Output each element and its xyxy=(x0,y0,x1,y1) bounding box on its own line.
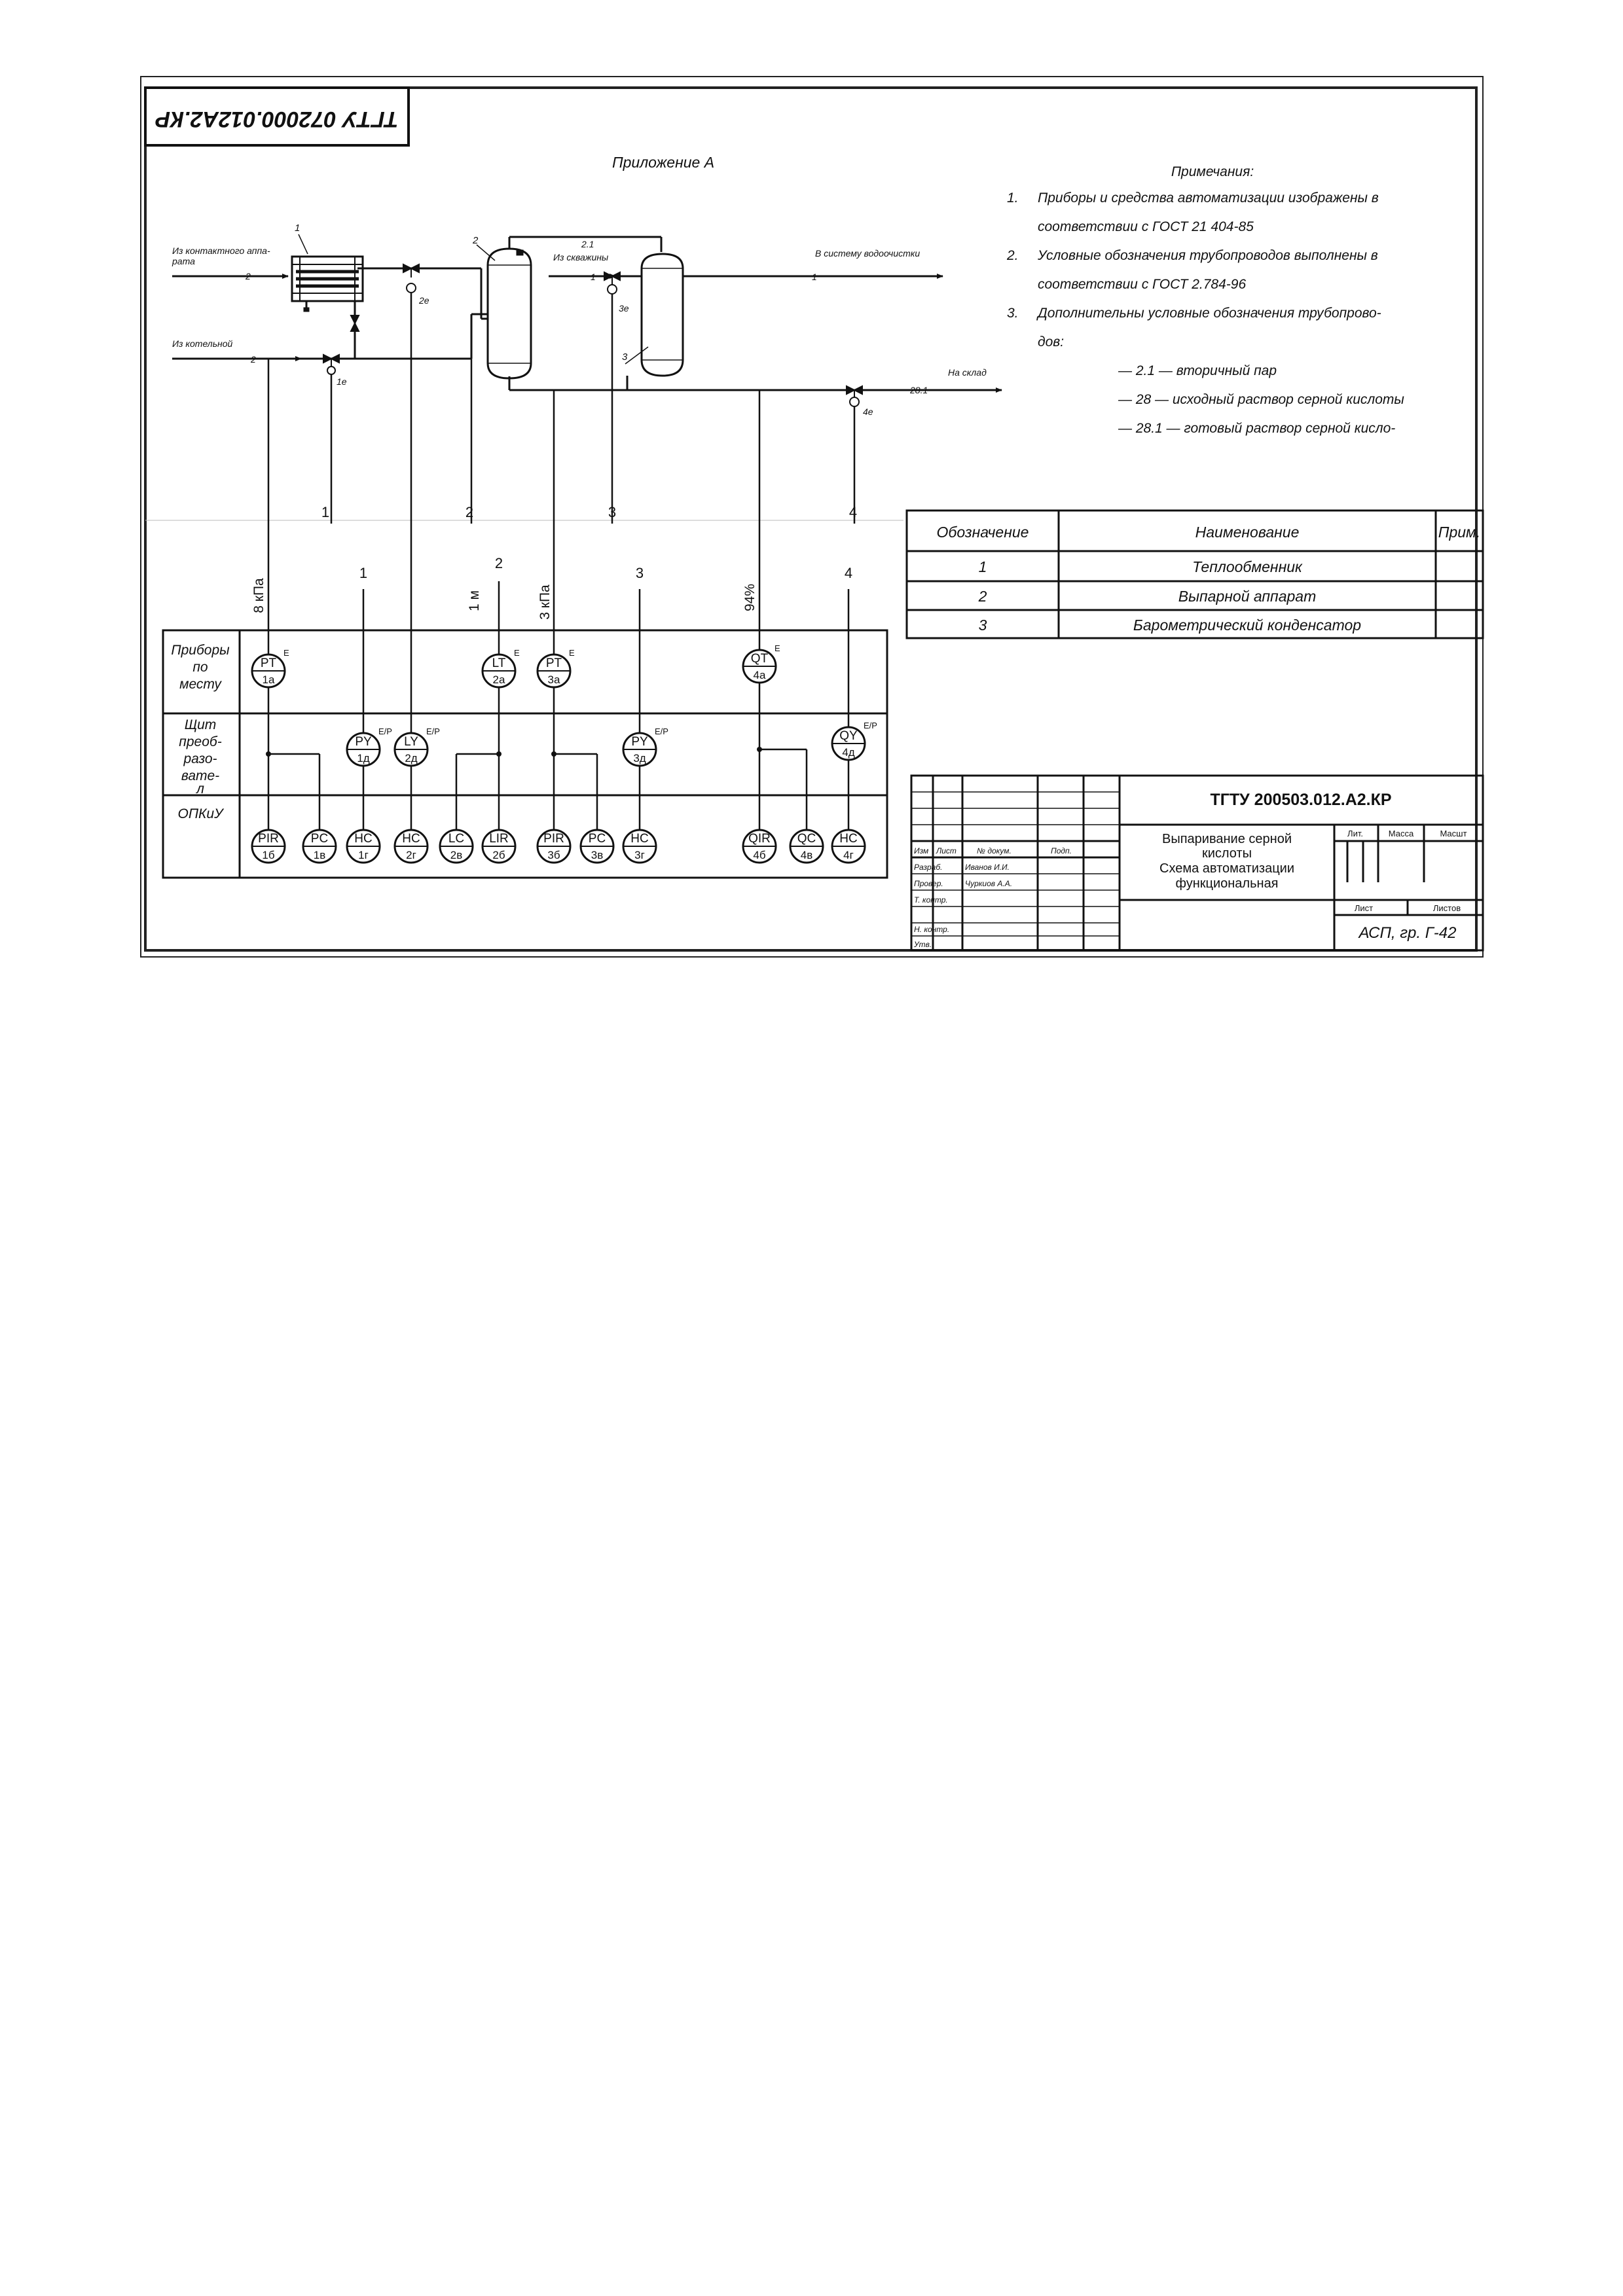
instrument-number: 4а xyxy=(753,669,766,681)
barometric-condenser xyxy=(622,254,683,376)
instrument-signal: E/P xyxy=(655,726,668,736)
row-panel-1: Щит xyxy=(184,717,217,732)
instrument-tag: PY xyxy=(355,735,372,749)
instrument-number: 4д xyxy=(842,746,855,759)
instrument-signal: E/P xyxy=(378,726,392,736)
instrument-lir-13 xyxy=(483,830,515,863)
setpoint-pressure-1: 8 кПа xyxy=(251,578,266,613)
instrument-py-4 xyxy=(347,726,392,766)
spec-header-name: Наименование xyxy=(1195,524,1300,541)
note-2-line-2: соответствии с ГОСТ 2.784-96 xyxy=(1038,277,1247,292)
process-labels xyxy=(172,239,987,395)
instrument-tag: QT xyxy=(750,652,769,666)
title-doc-code: ТГТУ 200503.012.А2.КР xyxy=(1210,791,1392,809)
title-line-2: кислоты xyxy=(1201,846,1252,861)
instrument-number: 3б xyxy=(547,849,560,861)
instrument-number: 1а xyxy=(262,673,275,686)
instrument-number: 2б xyxy=(492,849,505,861)
channel-3: 3 xyxy=(608,504,617,520)
instrument-tag: QIR xyxy=(748,832,771,846)
loop-4: 4 xyxy=(844,565,853,581)
instrument-qc-18 xyxy=(790,830,823,863)
instrument-number: 1в xyxy=(313,849,326,861)
appendix-title: Приложение А xyxy=(611,154,715,171)
line-2-bottom: 2 xyxy=(251,354,256,365)
instrument-pc-15 xyxy=(581,830,613,863)
instrument-qt-3 xyxy=(743,643,780,683)
equip-1-label: 1 xyxy=(295,223,301,234)
channel-numbers xyxy=(321,504,857,520)
title-sheet: Лист xyxy=(1354,903,1374,913)
inlet-wells: Из скважины xyxy=(553,252,609,262)
instrument-hc-19 xyxy=(832,830,865,863)
title-scale: Масшт xyxy=(1440,829,1467,838)
instrument-number: 2г xyxy=(406,849,416,861)
instrument-pir-8 xyxy=(252,830,285,863)
instrument-number: 3д xyxy=(633,752,646,764)
line-2-top: 2 xyxy=(246,271,251,281)
inlet-contact-line-2: рата xyxy=(172,256,195,266)
line-281-label: 28.1 xyxy=(910,385,928,395)
channel-1: 1 xyxy=(321,504,330,520)
instrument-tag: PIR xyxy=(258,832,279,846)
instrument-pir-14 xyxy=(538,830,570,863)
spec-row-2-name: Выпарной аппарат xyxy=(1178,588,1317,605)
line-1-water: 1 xyxy=(812,272,817,282)
valve-1e-label: 1е xyxy=(337,376,347,387)
instrument-tag: LIR xyxy=(489,832,509,846)
instrument-tag: LC xyxy=(448,832,465,846)
instrument-tag: HC xyxy=(630,832,649,846)
pipe-legend-3: — 28.1 — готовый раствор серной кисло- xyxy=(1118,421,1396,436)
stamp-code-box xyxy=(145,88,409,145)
instrument-number: 3г xyxy=(634,849,645,861)
valve-2e-label: 2е xyxy=(419,295,429,306)
instrument-number: 4г xyxy=(843,849,854,861)
spec-row-1-name: Теплообменник xyxy=(1192,558,1302,575)
outlet-storage: На склад xyxy=(948,367,987,378)
loop-1: 1 xyxy=(359,565,368,581)
stamp-code: ТГТУ 072000.012А2.КР xyxy=(155,107,399,132)
instrument-hc-16 xyxy=(623,830,656,863)
role-norm-control: Н. контр. xyxy=(914,925,950,934)
control-valves xyxy=(323,264,873,417)
row-local-3: месту xyxy=(179,677,221,692)
valve-3e xyxy=(604,272,629,314)
instrument-tag: PC xyxy=(310,832,329,846)
instrument-pt-0 xyxy=(252,648,289,687)
instrument-hc-10 xyxy=(347,830,380,863)
instrument-number: 1д xyxy=(357,752,370,764)
notes-heading: Примечания: xyxy=(1171,164,1254,179)
instrument-signal: E xyxy=(514,648,520,658)
instrument-tag: PT xyxy=(545,656,562,670)
note-3-line-1: Дополнительны условные обозначения трубопрово- xyxy=(1038,306,1381,321)
instrument-tag: HC xyxy=(354,832,373,846)
inlet-contact-line-1: Из контактного аппа- xyxy=(172,245,270,256)
instrument-number: 4б xyxy=(753,849,766,861)
instrument-lt-1 xyxy=(483,648,520,687)
instrument-bubbles xyxy=(252,643,877,863)
title-line-4: функциональная xyxy=(1175,876,1279,891)
spec-table xyxy=(907,511,1483,638)
valve-3e-label: 3е xyxy=(619,303,629,314)
instrument-signal: E xyxy=(775,643,780,653)
equip-2-label: 2 xyxy=(473,235,479,246)
spec-row-3-code: 3 xyxy=(978,617,987,634)
valve-2e xyxy=(403,264,429,306)
instrument-number: 2а xyxy=(492,673,505,686)
note-3-line-2: дов: xyxy=(1038,334,1065,350)
instrument-tag: HC xyxy=(839,832,858,846)
instrument-tag: HC xyxy=(402,832,420,846)
title-lit: Лит. xyxy=(1347,829,1363,838)
spec-header-designation: Обозначение xyxy=(936,524,1029,541)
instrument-lc-12 xyxy=(440,830,473,863)
setpoints xyxy=(251,578,757,620)
note-2-line-1: Условные обозначения трубопроводов выполнены в xyxy=(1038,248,1378,263)
instrument-number: 2в xyxy=(450,849,463,861)
col-head-doc: № докум. xyxy=(977,846,1012,855)
row-local-1: Приборы xyxy=(171,643,230,658)
spec-header-note: Прим. xyxy=(1438,524,1481,541)
instrument-signal: E xyxy=(283,648,289,658)
pipe-legend-1: — 2.1 — вторичный пар xyxy=(1118,363,1277,378)
instrument-number: 3а xyxy=(547,673,560,686)
role-checker: Провер. xyxy=(914,879,943,888)
pipe-legend-2: — 28 — исходный раствор серной кислоты xyxy=(1118,392,1404,407)
note-3-num: 3. xyxy=(1007,306,1019,321)
channel-4: 4 xyxy=(848,504,858,520)
signal-dots xyxy=(266,747,762,757)
instrument-qir-17 xyxy=(743,830,776,863)
instrument-number: 1б xyxy=(262,849,275,861)
instrument-ly-5 xyxy=(395,726,440,766)
equip-3-label: 3 xyxy=(622,351,628,363)
name-checker: Чуркиов А.А. xyxy=(965,879,1013,888)
row-panel-5: л xyxy=(196,781,204,797)
spec-row-3-name: Барометрический конденсатор xyxy=(1133,617,1362,634)
title-mass: Масса xyxy=(1388,829,1414,838)
instrument-tag: PC xyxy=(588,832,606,846)
instrument-hc-11 xyxy=(395,830,428,863)
note-1-line-2: соответствии с ГОСТ 21 404-85 xyxy=(1038,219,1254,234)
instrument-signal: E/P xyxy=(864,721,877,730)
title-line-1: Выпаривание серной xyxy=(1162,832,1292,846)
title-line-3: Схема автоматизации xyxy=(1159,861,1294,876)
instrument-signal: E xyxy=(569,648,575,658)
line-1-wells: 1 xyxy=(591,272,596,282)
instrument-number: 4в xyxy=(800,849,813,861)
outlet-water: В систему водоочистки xyxy=(815,248,921,259)
instrument-py-6 xyxy=(623,726,668,766)
channel-2: 2 xyxy=(465,504,474,520)
heat-exchanger xyxy=(292,223,363,312)
spec-row-1-code: 1 xyxy=(978,558,987,575)
title-sheets: Листов xyxy=(1432,903,1461,913)
valve-4e-label: 4е xyxy=(863,406,873,417)
row-panel-4: вате- xyxy=(181,768,220,783)
name-developer: Иванов И.И. xyxy=(965,863,1010,872)
row-control-1: ОПКиУ xyxy=(177,806,223,821)
role-tech-control: Т. контр. xyxy=(914,895,948,905)
instrument-pc-9 xyxy=(303,830,336,863)
title-block xyxy=(911,776,1483,950)
instrument-qy-7 xyxy=(832,721,877,760)
instrument-tag: PT xyxy=(260,656,277,670)
instrument-tag: QY xyxy=(839,729,858,743)
note-1-num: 1. xyxy=(1007,190,1019,206)
col-head-change: Изм xyxy=(914,846,929,855)
instrument-tag: QC xyxy=(797,832,816,846)
role-developer: Разраб. xyxy=(914,863,943,872)
spec-row-2-code: 2 xyxy=(978,588,987,605)
instrument-number: 1г xyxy=(358,849,369,861)
role-approve: Утв. xyxy=(914,940,932,949)
note-1-line-1: Приборы и средства автоматизации изображены в xyxy=(1038,190,1379,206)
setpoint-level: 1 м xyxy=(467,590,482,611)
title-org: АСП, гр. Г-42 xyxy=(1359,924,1457,942)
col-head-sign: Подп. xyxy=(1051,846,1072,855)
loop-3: 3 xyxy=(635,565,644,581)
instrument-signal: E/P xyxy=(426,726,440,736)
notes xyxy=(1006,164,1404,436)
instrument-pt-2 xyxy=(538,648,575,687)
instrument-number: 2д xyxy=(405,752,418,764)
line-21-label: 2.1 xyxy=(581,239,594,249)
instrument-number: 3в xyxy=(591,849,604,861)
note-2-num: 2. xyxy=(1007,248,1019,263)
inlet-boiler: Из котельной xyxy=(172,338,233,349)
row-local-2: по xyxy=(192,660,208,675)
row-panel-2: преоб- xyxy=(179,734,222,749)
instrument-tag: LY xyxy=(404,735,418,749)
loop-2: 2 xyxy=(494,555,503,571)
instrument-tag: PIR xyxy=(543,832,564,846)
col-head-sheet: Лист xyxy=(936,846,957,855)
setpoint-concentration: 94% xyxy=(742,583,757,612)
loop-numbers xyxy=(359,555,852,581)
instrument-tag: PY xyxy=(631,735,648,749)
instrument-tag: LT xyxy=(492,656,506,670)
setpoint-pressure-3: 3 кПа xyxy=(538,584,553,620)
row-panel-3: разо- xyxy=(183,751,217,766)
